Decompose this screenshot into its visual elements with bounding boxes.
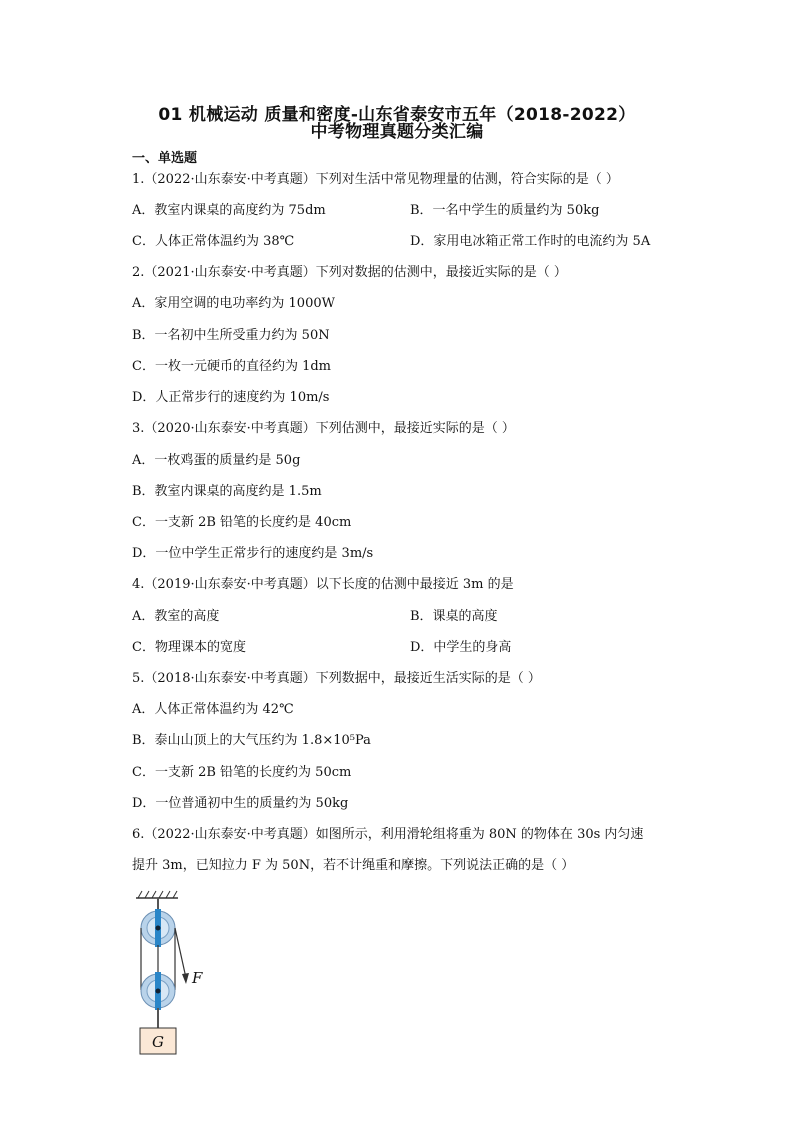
question-5-stem: 5.（2018·山东泰安·中考真题）下列数据中，最接近生活实际的是（ ） xyxy=(132,671,541,686)
question-5-option-d: D．一位普通初中生的质量约为 50kg xyxy=(132,796,349,811)
question-4-option-c: C．物理课本的宽度 xyxy=(132,640,246,655)
weight-label: G xyxy=(152,1033,164,1051)
question-1-stem: 1.（2022·山东泰安·中考真题）下列对生活中常见物理量的估测，符合实际的是（ ） xyxy=(132,172,619,187)
pull-force-arrow xyxy=(175,928,189,984)
question-3-stem: 3.（2020·山东泰安·中考真题）下列估测中，最接近实际的是（ ） xyxy=(132,421,515,436)
question-4-option-a: A．教室的高度 xyxy=(132,609,220,624)
question-5-option-a: A．人体正常体温约为 42℃ xyxy=(132,702,294,717)
movable-pulley xyxy=(141,972,175,1028)
question-2-option-c: C．一枚一元硬币的直径约为 1dm xyxy=(132,359,331,374)
question-1-option-d: D．家用电冰箱正常工作时的电流约为 5A xyxy=(410,234,651,249)
question-4-option-d: D．中学生的身高 xyxy=(410,640,512,655)
question-2-option-d: D．人正常步行的速度约为 10m/s xyxy=(132,390,330,405)
question-2-stem: 2.（2021·山东泰安·中考真题）下列对数据的估测中，最接近实际的是（ ） xyxy=(132,265,567,280)
pulley-system-figure xyxy=(128,888,238,1063)
question-5-option-c: C．一支新 2B 铅笔的长度约为 50cm xyxy=(132,765,352,780)
question-2-option-a: A．家用空调的电功率约为 1000W xyxy=(132,296,335,311)
weight-block xyxy=(140,1028,176,1054)
question-1-option-c: C．人体正常体温约为 38℃ xyxy=(132,234,295,249)
fixed-pulley xyxy=(141,898,175,947)
ceiling-support xyxy=(136,891,178,898)
question-1-option-a: A．教室内课桌的高度约为 75dm xyxy=(132,203,326,218)
document-title-line-1: 01 机械运动 质量和密度-山东省泰安市五年（2018-2022） xyxy=(158,105,636,125)
document-title-line-2: 中考物理真题分类汇编 xyxy=(310,122,484,142)
question-6-stem-line-1: 6.（2022·山东泰安·中考真题）如图所示，利用滑轮组将重为 80N 的物体在 30s 内匀速 xyxy=(132,827,644,842)
question-3-option-d: D．一位中学生正常步行的速度约是 3m/s xyxy=(132,546,374,561)
question-3-option-a: A．一枚鸡蛋的质量约是 50g xyxy=(132,453,301,468)
question-4-option-b: B．课桌的高度 xyxy=(410,609,498,624)
section-heading: 一、单选题 xyxy=(132,151,198,166)
force-label: F xyxy=(192,969,203,987)
question-5-option-b: B．泰山山顶上的大气压约为 1.8×10⁵Pa xyxy=(132,733,371,748)
question-1-option-b: B．一名中学生的质量约为 50kg xyxy=(410,203,600,218)
question-3-option-b: B．教室内课桌的高度约是 1.5m xyxy=(132,484,322,499)
question-3-option-c: C．一支新 2B 铅笔的长度约是 40cm xyxy=(132,515,352,530)
question-2-option-b: B．一名初中生所受重力约为 50N xyxy=(132,328,330,343)
question-4-stem: 4.（2019·山东泰安·中考真题）以下长度的估测中最接近 3m 的是 xyxy=(132,577,514,592)
question-6-stem-line-2: 提升 3m，已知拉力 F 为 50N，若不计绳重和摩擦。下列说法正确的是（ ） xyxy=(132,858,575,873)
